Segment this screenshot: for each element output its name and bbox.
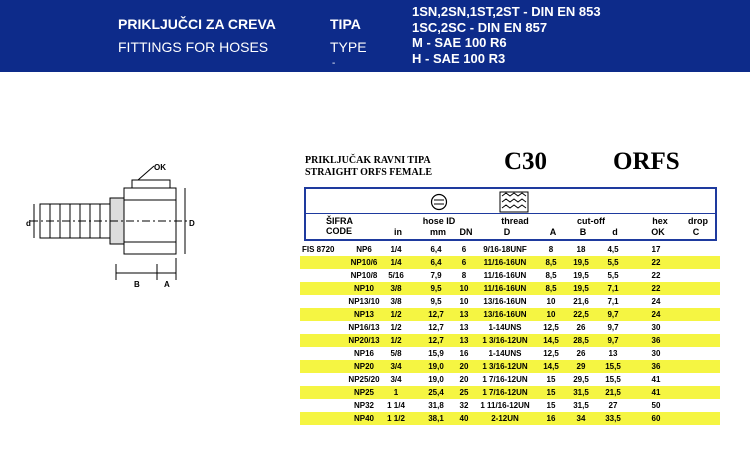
cell-in: 1/2: [390, 310, 402, 319]
cell-code: NP16/13: [348, 323, 380, 332]
cell-thread-d: 11/16-16UN: [483, 271, 527, 280]
cell-in: 5/8: [390, 349, 402, 358]
cell-thread-d: 1 3/16-12UN: [482, 362, 528, 371]
oring-icon: [430, 193, 448, 211]
cell-b: 19,5: [573, 258, 589, 267]
cell-dn: 13: [459, 336, 469, 345]
cell-dn: 20: [459, 375, 469, 384]
cell-in: 1/4: [390, 245, 402, 254]
label-d: d: [26, 219, 31, 228]
col-code-header-en: CODE: [326, 226, 353, 236]
cell-thread-d: 13/16-16UN: [483, 297, 527, 306]
type-local: TIPA: [330, 16, 361, 32]
cell-mm: 25,4: [428, 388, 444, 397]
cell-code: NP10: [353, 284, 374, 293]
col-header-thread-d: D: [503, 227, 511, 237]
cell-d: 7,1: [607, 297, 619, 306]
cell-dn: 10: [459, 284, 469, 293]
cell-a: 14,5: [543, 362, 559, 371]
table-row: [300, 399, 720, 412]
group-hex: hex: [652, 216, 668, 226]
cell-in: 1/2: [390, 323, 402, 332]
cell-code: NP10/8: [350, 271, 378, 280]
product-title-en: STRAIGHT ORFS FEMALE: [305, 167, 433, 178]
cell-dn: 32: [459, 401, 469, 410]
table-row: [300, 243, 720, 256]
cell-mm: 12,7: [428, 310, 444, 319]
cell-thread-d: 13/16-16UN: [483, 310, 527, 319]
cell-code: NP16: [353, 349, 374, 358]
cell-thread-d: 1-14UNS: [488, 349, 522, 358]
cell-b: 19,5: [573, 284, 589, 293]
cell-mm: 12,7: [428, 323, 444, 332]
cell-a: 15: [546, 401, 556, 410]
cell-ok: 36: [651, 336, 661, 345]
cell-ok: 41: [651, 388, 661, 397]
cell-ok: 30: [651, 349, 661, 358]
cell-mm: 38,1: [428, 414, 444, 423]
cell-d: 27: [608, 401, 618, 410]
table-row: [300, 412, 720, 425]
cell-mm: 9,5: [430, 297, 442, 306]
cell-code: NP13/10: [348, 297, 380, 306]
table-row: [300, 360, 720, 373]
title-local: PRIKLJUČCI ZA CREVA: [118, 16, 276, 32]
cell-thread-d: 2-12UN: [491, 414, 519, 423]
product-title: [305, 155, 432, 179]
banner-mark: -: [332, 58, 336, 69]
cell-a: 12,5: [543, 323, 559, 332]
cell-code: NP20/13: [348, 336, 380, 345]
cell-ok: 60: [651, 414, 661, 423]
cell-mm: 6,4: [430, 258, 442, 267]
cell-thread-d: 11/16-16UN: [483, 284, 527, 293]
header-banner: [0, 0, 750, 72]
group-hose-id: hose ID: [422, 216, 456, 226]
cell-in: 1 1/2: [387, 414, 405, 423]
table-row: [300, 321, 720, 334]
cell-dn: 6: [461, 258, 467, 267]
col-header-mm: mm: [429, 227, 446, 237]
col-code-header: [326, 216, 366, 236]
cell-b: 21,6: [573, 297, 589, 306]
cell-ok: 17: [651, 245, 661, 254]
cell-mm: 31,8: [428, 401, 444, 410]
standards-list: [412, 4, 601, 66]
table-row: [300, 373, 720, 386]
cell-code: NP25: [353, 388, 374, 397]
cell-thread-d: 1 11/16-12UN: [480, 401, 530, 410]
standard-4: H - SAE 100 R3: [412, 50, 506, 66]
cell-ok: 50: [651, 401, 661, 410]
cell-ok: 41: [651, 375, 661, 384]
cell-d: 9,7: [607, 336, 619, 345]
cell-a: 8,5: [545, 284, 557, 293]
cell-ok: 22: [651, 284, 661, 293]
cell-b: 28,5: [573, 336, 589, 345]
cell-b: 19,5: [573, 271, 589, 280]
cell-ok: 22: [651, 271, 661, 280]
cell-mm: 6,4: [430, 245, 442, 254]
cell-ok: 30: [651, 323, 661, 332]
cell-mm: 12,7: [428, 336, 444, 345]
cell-a: 8,5: [545, 258, 557, 267]
standard-2: 1SC,2SC - DIN EN 857: [412, 19, 548, 35]
cell-code: NP20: [353, 362, 374, 371]
cell-in: 3/8: [390, 284, 402, 293]
cell-a: 14,5: [543, 336, 559, 345]
cell-in: 1 1/4: [387, 401, 405, 410]
cell-in: 5/16: [388, 271, 404, 280]
label-a: A: [164, 280, 170, 289]
cell-b: 26: [576, 349, 586, 358]
label-b: B: [134, 280, 140, 289]
cell-a: 16: [546, 414, 556, 423]
table-row: [300, 295, 720, 308]
cell-in: 3/8: [390, 297, 402, 306]
cell-b: 29: [576, 362, 586, 371]
cell-d: 7,1: [607, 284, 619, 293]
table-row: [300, 269, 720, 282]
cell-ok: 22: [651, 258, 661, 267]
cell-in: 1/4: [390, 258, 402, 267]
col-header-a: A: [549, 227, 557, 237]
cell-ok: 24: [651, 297, 661, 306]
header-divider: [306, 213, 715, 214]
cell-code: NP13: [353, 310, 374, 319]
cell-dn: 20: [459, 362, 469, 371]
fitting-drawing: [20, 160, 220, 295]
cell-d: 9,7: [607, 323, 619, 332]
cell-b: 34: [576, 414, 586, 423]
cell-thread-d: 1 7/16-12UN: [482, 388, 528, 397]
cell-a: 8: [548, 245, 554, 254]
cell-in: 3/4: [390, 362, 402, 371]
cell-d: 33,5: [605, 414, 621, 423]
col-code-header-local: ŠIFRA: [326, 216, 353, 226]
cell-code: NP25/20: [348, 375, 380, 384]
table-row: [300, 308, 720, 321]
table-row: [300, 334, 720, 347]
col-header-c: C: [692, 227, 700, 237]
cell-d: 5,5: [607, 258, 619, 267]
cell-dn: 13: [459, 310, 469, 319]
table-row: [300, 347, 720, 360]
title-en: FITTINGS FOR HOSES: [118, 39, 269, 55]
cell-a: 8,5: [545, 271, 557, 280]
cell-mm: 15,9: [428, 349, 444, 358]
cell-a: 15: [546, 388, 556, 397]
cell-d: 4,5: [607, 245, 619, 254]
cell-a: 12,5: [543, 349, 559, 358]
cell-thread-d: 1-14UNS: [488, 323, 522, 332]
cell-dn: 6: [461, 245, 467, 254]
cell-ok: 36: [651, 362, 661, 371]
cell-code: NP6: [356, 245, 372, 254]
cell-a: 10: [546, 310, 556, 319]
table-row: [300, 256, 720, 269]
cell-mm: 19,0: [428, 375, 444, 384]
cell-b: 18: [576, 245, 586, 254]
cell-dn: 10: [459, 297, 469, 306]
group-cut-off: cut-off: [577, 216, 605, 226]
cell-d: 15,5: [605, 375, 621, 384]
cell-b: 31,5: [573, 388, 589, 397]
label-ok: OK: [154, 163, 166, 172]
cell-a: 15: [546, 375, 556, 384]
standard-1: 1SN,2SN,1ST,2ST - DIN EN 853: [412, 4, 601, 19]
group-drop: drop: [688, 216, 708, 226]
cell-b: 31,5: [573, 401, 589, 410]
code-prefix: FIS 8720: [302, 245, 335, 254]
product-title-local: PRIKLJUČAK RAVNI TIPA: [305, 155, 431, 166]
cell-thread-d: 11/16-16UN: [483, 258, 527, 267]
cell-d: 15,5: [605, 362, 621, 371]
cell-d: 21,5: [605, 388, 621, 397]
cell-mm: 19,0: [428, 362, 444, 371]
cell-dn: 13: [459, 323, 469, 332]
cell-dn: 25: [459, 388, 469, 397]
product-code: C30: [504, 148, 548, 175]
thread-icon: [499, 191, 529, 213]
cell-code: NP10/6: [350, 258, 378, 267]
cell-d: 9,7: [607, 310, 619, 319]
cell-d: 5,5: [607, 271, 619, 280]
cell-dn: 16: [459, 349, 469, 358]
product-series: ORFS: [613, 148, 680, 175]
col-header-in: in: [394, 227, 402, 237]
table-row: [300, 386, 720, 399]
col-header-d: d: [612, 227, 618, 237]
cell-in: 1: [393, 388, 399, 397]
cell-a: 10: [546, 297, 556, 306]
cell-dn: 40: [459, 414, 469, 423]
cell-ok: 24: [651, 310, 661, 319]
col-header-ok: OK: [651, 227, 665, 237]
type-en: TYPE: [330, 39, 367, 55]
cell-in: 1/2: [390, 336, 402, 345]
cell-d: 13: [608, 349, 618, 358]
group-thread: thread: [501, 216, 529, 226]
cell-thread-d: 9/16-18UNF: [483, 245, 527, 254]
cell-dn: 8: [461, 271, 467, 280]
cell-thread-d: 1 7/16-12UN: [482, 375, 528, 384]
cell-mm: 7,9: [430, 271, 442, 280]
cell-b: 29,5: [573, 375, 589, 384]
cell-code: NP40: [353, 414, 374, 423]
standard-3: M - SAE 100 R6: [412, 35, 507, 50]
cell-mm: 9,5: [430, 284, 442, 293]
col-header-b: B: [579, 227, 587, 237]
table-row: [300, 282, 720, 295]
cell-b: 22,5: [573, 310, 589, 319]
label-D: D: [189, 219, 195, 228]
cell-code: NP32: [353, 401, 374, 410]
cell-thread-d: 1 3/16-12UN: [482, 336, 528, 345]
col-header-dn: DN: [459, 227, 473, 237]
table-header-box: [304, 187, 717, 241]
cell-b: 26: [576, 323, 586, 332]
cell-in: 3/4: [390, 375, 402, 384]
